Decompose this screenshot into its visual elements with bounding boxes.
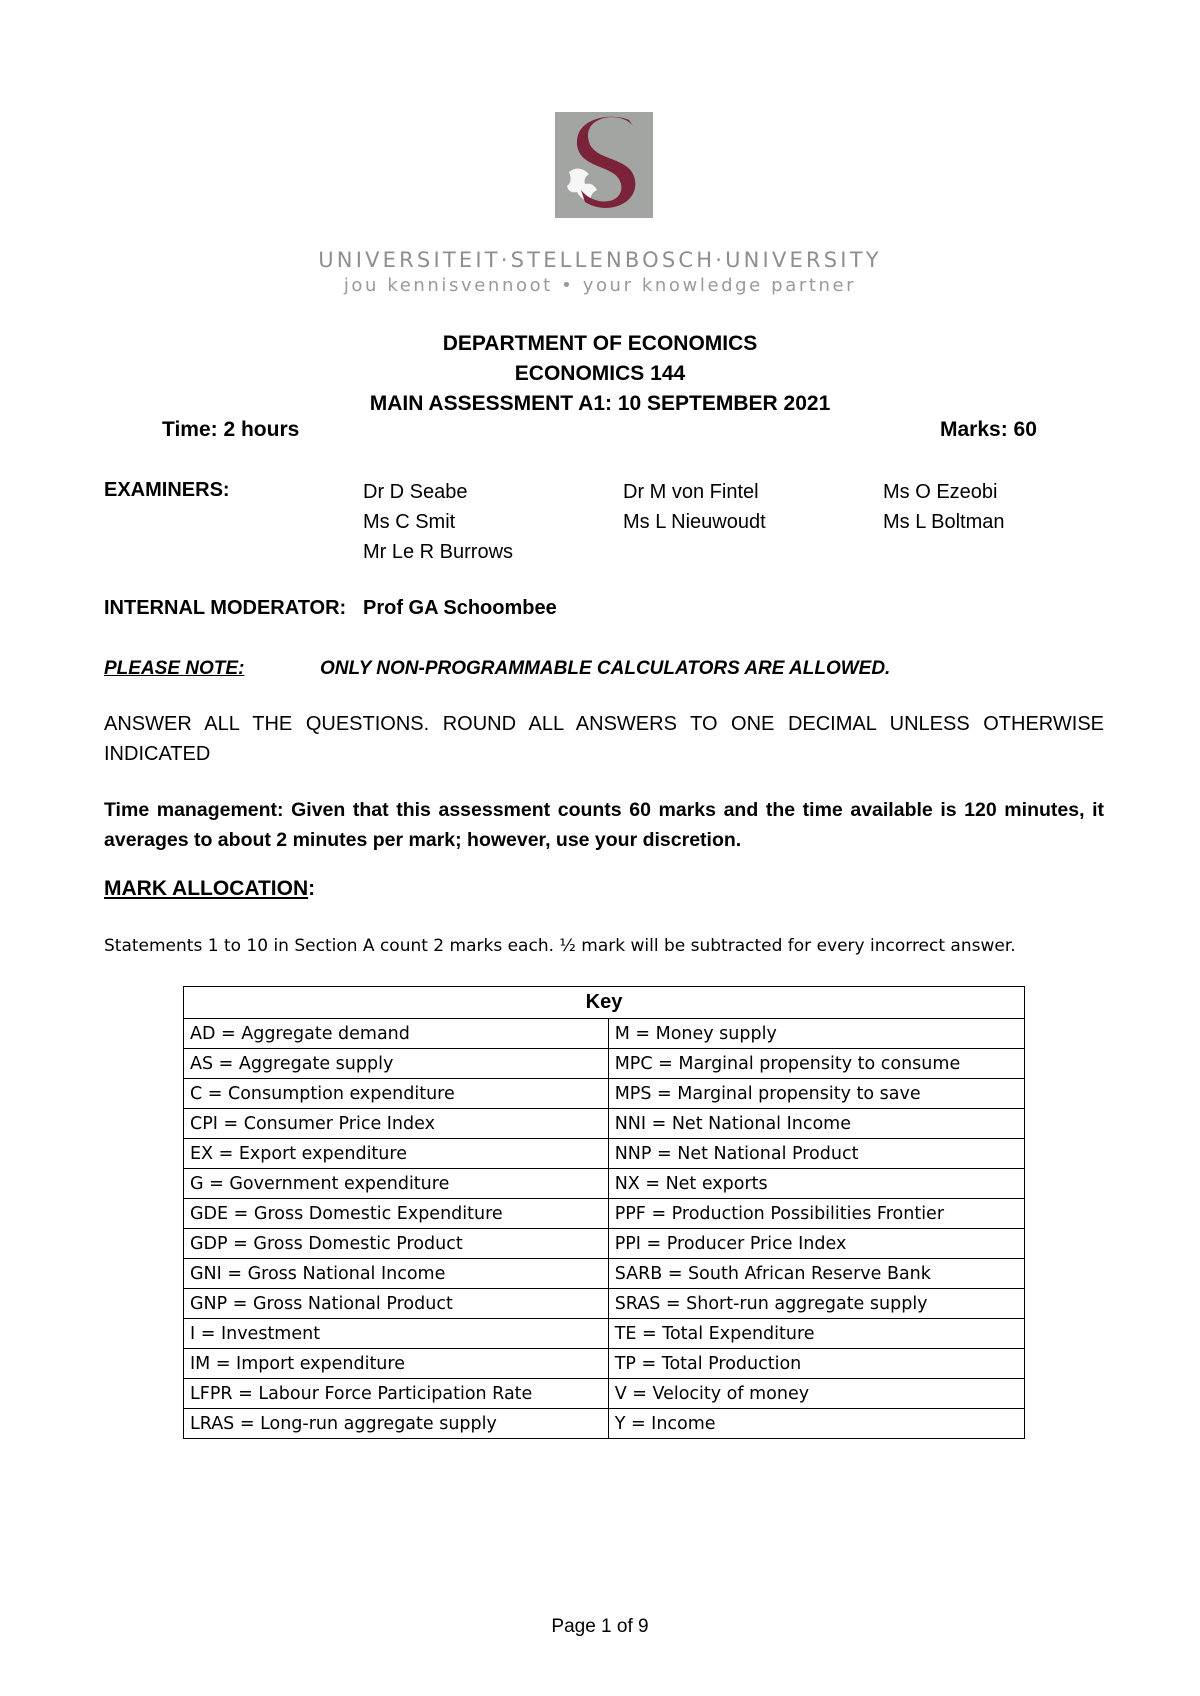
table-row bbox=[184, 1109, 1025, 1139]
abbreviation-key-table bbox=[183, 986, 1025, 1439]
university-tagline: jou kennisvennoot • your knowledge partner bbox=[343, 275, 857, 296]
examiners-label: EXAMINERS: bbox=[104, 479, 230, 501]
key-table-body bbox=[184, 1019, 1025, 1439]
mark-allocation-text: Statements 1 to 10 in Section A count 2 marks each. ½ mark will be subtracted for every incorrect answer. bbox=[104, 936, 1016, 956]
examiner-name: Ms O Ezeobi bbox=[883, 481, 998, 503]
moderator-label: INTERNAL MODERATOR: bbox=[104, 597, 347, 619]
table-cell: MPS = Marginal propensity to save bbox=[608, 1079, 1024, 1109]
table-row bbox=[184, 1169, 1025, 1199]
table-cell: GNP = Gross National Product bbox=[184, 1289, 609, 1319]
examiner-name: Ms C Smit bbox=[363, 511, 456, 533]
examiners-column-1 bbox=[363, 477, 513, 567]
table-cell: V = Velocity of money bbox=[608, 1379, 1024, 1409]
department-title: DEPARTMENT OF ECONOMICS bbox=[442, 332, 758, 355]
table-cell: GDE = Gross Domestic Expenditure bbox=[184, 1199, 609, 1229]
table-row bbox=[184, 1139, 1025, 1169]
examiner-name: Ms L Nieuwoudt bbox=[623, 511, 766, 533]
table-cell: TP = Total Production bbox=[608, 1349, 1024, 1379]
examiner-name: Mr Le R Burrows bbox=[363, 541, 514, 563]
course-title: ECONOMICS 144 bbox=[514, 362, 686, 385]
table-cell: AS = Aggregate supply bbox=[184, 1049, 609, 1079]
university-logo bbox=[555, 112, 653, 218]
table-cell: GNI = Gross National Income bbox=[184, 1259, 609, 1289]
assessment-title: MAIN ASSESSMENT A1: 10 SEPTEMBER 2021 bbox=[369, 392, 831, 415]
mark-allocation-label: MARK ALLOCATION bbox=[104, 877, 309, 900]
table-cell: TE = Total Expenditure bbox=[608, 1319, 1024, 1349]
please-note-label: PLEASE NOTE: bbox=[104, 658, 245, 679]
mark-allocation-heading bbox=[104, 877, 315, 901]
table-row bbox=[184, 1379, 1025, 1409]
please-note-text: ONLY NON-PROGRAMMABLE CALCULATORS ARE ALLOWED. bbox=[320, 658, 891, 679]
table-row bbox=[184, 1199, 1025, 1229]
table-cell: M = Money supply bbox=[608, 1019, 1024, 1049]
examiner-name: Dr D Seabe bbox=[363, 481, 468, 503]
table-cell: LFPR = Labour Force Participation Rate bbox=[184, 1379, 609, 1409]
table-row bbox=[184, 1319, 1025, 1349]
table-cell: IM = Import expenditure bbox=[184, 1349, 609, 1379]
table-cell: GDP = Gross Domestic Product bbox=[184, 1229, 609, 1259]
table-cell: PPF = Production Possibilities Frontier bbox=[608, 1199, 1024, 1229]
table-row bbox=[184, 1049, 1025, 1079]
exam-marks: Marks: 60 bbox=[940, 418, 1037, 441]
page-number: Page 1 of 9 bbox=[551, 1616, 649, 1637]
university-name: UNIVERSITEIT·STELLENBOSCH·UNIVERSITY bbox=[318, 248, 882, 272]
time-management-paragraph: Time management: Given that this assessment counts 60 marks and the time available is 120 minutes, it averages to about 2 minutes per mark; however, use your discretion. bbox=[104, 799, 1104, 851]
table-cell: PPI = Producer Price Index bbox=[608, 1229, 1024, 1259]
table-row bbox=[184, 1259, 1025, 1289]
table-row bbox=[184, 1019, 1025, 1049]
table-cell: C = Consumption expenditure bbox=[184, 1079, 609, 1109]
table-cell: AD = Aggregate demand bbox=[184, 1019, 609, 1049]
table-row bbox=[184, 1229, 1025, 1259]
examiner-name: Dr M von Fintel bbox=[623, 481, 759, 503]
moderator-name: Prof GA Schoombee bbox=[363, 597, 557, 619]
examiner-name: Ms L Boltman bbox=[883, 511, 1005, 533]
exam-time: Time: 2 hours bbox=[162, 418, 300, 441]
exam-heading bbox=[0, 329, 1200, 419]
examiners-column-3 bbox=[883, 477, 1005, 537]
key-table-title: Key bbox=[184, 987, 1025, 1019]
table-row bbox=[184, 1349, 1025, 1379]
table-row bbox=[184, 1289, 1025, 1319]
table-cell: Y = Income bbox=[608, 1409, 1024, 1439]
table-cell: G = Government expenditure bbox=[184, 1169, 609, 1199]
table-cell: SRAS = Short-run aggregate supply bbox=[608, 1289, 1024, 1319]
table-cell: LRAS = Long-run aggregate supply bbox=[184, 1409, 609, 1439]
table-cell: I = Investment bbox=[184, 1319, 609, 1349]
table-cell: NNI = Net National Income bbox=[608, 1109, 1024, 1139]
examiners-column-2 bbox=[623, 477, 766, 537]
table-cell: SARB = South African Reserve Bank bbox=[608, 1259, 1024, 1289]
table-cell: NX = Net exports bbox=[608, 1169, 1024, 1199]
table-cell: NNP = Net National Product bbox=[608, 1139, 1024, 1169]
table-row bbox=[184, 1079, 1025, 1109]
instructions-paragraph: ANSWER ALL THE QUESTIONS. ROUND ALL ANSWERS TO ONE DECIMAL UNLESS OTHERWISE INDICATED bbox=[104, 713, 1104, 765]
table-cell: MPC = Marginal propensity to consume bbox=[608, 1049, 1024, 1079]
table-cell: CPI = Consumer Price Index bbox=[184, 1109, 609, 1139]
table-cell: EX = Export expenditure bbox=[184, 1139, 609, 1169]
table-row bbox=[184, 1409, 1025, 1439]
mark-allocation-colon: : bbox=[308, 877, 316, 900]
